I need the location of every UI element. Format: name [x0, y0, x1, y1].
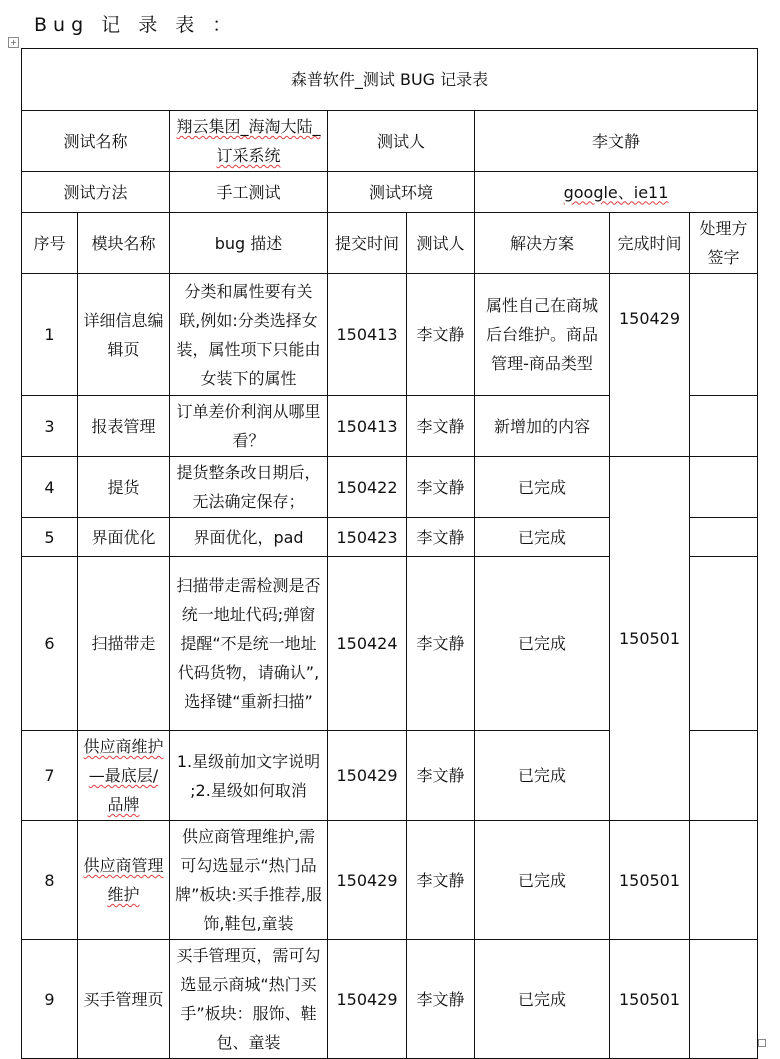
- row-signature: [690, 274, 758, 396]
- row-tester: 李文静: [407, 396, 475, 457]
- tester-label: 测试人: [328, 111, 475, 172]
- row-signature: [690, 457, 758, 518]
- row-module: 提货: [78, 457, 170, 518]
- row-no: 9: [22, 940, 78, 1059]
- row-module: 供应商维护—最底层/品牌: [78, 731, 170, 821]
- row-module: 供应商管理维护: [78, 821, 170, 940]
- row-tester: 李文静: [407, 940, 475, 1059]
- row-submit: 150413: [328, 396, 407, 457]
- table-title-row: [22, 49, 758, 111]
- row-signature: [690, 731, 758, 821]
- row-desc: 扫描带走需检测是否统一地址代码;弹窗提醒“不是统一地址代码货物，请确认”,选择键“重新扫描”: [170, 557, 328, 731]
- info-row-1: [22, 111, 758, 172]
- header-submit-time: 提交时间: [328, 213, 407, 274]
- row-desc: 提货整条改日期后，无法确定保存；: [170, 457, 328, 518]
- row-no: 4: [22, 457, 78, 518]
- row-submit: 150429: [328, 821, 407, 940]
- row-solution: 已完成: [475, 731, 610, 821]
- row-signature: [690, 396, 758, 457]
- row-solution: 已完成: [475, 518, 610, 557]
- header-signature: 处理方签字: [690, 213, 758, 274]
- row-submit: 150413: [328, 274, 407, 396]
- row-module: 报表管理: [78, 396, 170, 457]
- row-submit: 150429: [328, 940, 407, 1059]
- row-solution: 已完成: [475, 457, 610, 518]
- row-submit: 150429: [328, 731, 407, 821]
- row-desc: 1.星级前加文字说明 ;2.星级如何取消: [170, 731, 328, 821]
- row-signature: [690, 518, 758, 557]
- row-tester: 李文静: [407, 557, 475, 731]
- row-solution: 已完成: [475, 557, 610, 731]
- header-desc: bug 描述: [170, 213, 328, 274]
- tester-value: 李文静: [475, 111, 758, 172]
- env-value: google、ie11: [475, 172, 758, 213]
- row-module: 买手管理页: [78, 940, 170, 1059]
- row-no: 1: [22, 274, 78, 396]
- row-tester: 李文静: [407, 731, 475, 821]
- table-row: [22, 821, 758, 940]
- row-solution: 已完成: [475, 821, 610, 940]
- row-no: 7: [22, 731, 78, 821]
- header-tester: 测试人: [407, 213, 475, 274]
- column-header-row: [22, 213, 758, 274]
- row-signature: [690, 557, 758, 731]
- row-solution: 属性自己在商城后台维护。商品管理-商品类型: [475, 274, 610, 396]
- table-main-title: 森普软件_测试 BUG 记录表: [22, 49, 758, 111]
- row-signature: [690, 821, 758, 940]
- row-no: 3: [22, 396, 78, 457]
- row-tester: 李文静: [407, 457, 475, 518]
- row-tester: 李文静: [407, 821, 475, 940]
- row-tester: 李文静: [407, 518, 475, 557]
- header-complete-time: 完成时间: [610, 213, 690, 274]
- env-label: 测试环境: [328, 172, 475, 213]
- header-solution: 解决方案: [475, 213, 610, 274]
- row-signature: [690, 940, 758, 1059]
- table-resize-handle[interactable]: [758, 1039, 766, 1047]
- row-module: 详细信息编辑页: [78, 274, 170, 396]
- method-value: 手工测试: [170, 172, 328, 213]
- row-submit: 150422: [328, 457, 407, 518]
- row-submit: 150424: [328, 557, 407, 731]
- test-name-value: 翔云集团_海淘大陆_订采系统: [170, 111, 328, 172]
- row-desc: 界面优化，pad: [170, 518, 328, 557]
- test-name-label: 测试名称: [22, 111, 170, 172]
- row-no: 8: [22, 821, 78, 940]
- bug-record-table: [21, 48, 758, 1059]
- row-complete: 150501: [610, 821, 690, 940]
- row-desc: 买手管理页，需可勾选显示商城“热门买手”板块：服饰、鞋包、童装: [170, 940, 328, 1059]
- row-desc: 分类和属性要有关联,例如:分类选择女装，属性项下只能由女装下的属性: [170, 274, 328, 396]
- info-row-2: [22, 172, 758, 213]
- row-desc: 订单差价利润从哪里看？: [170, 396, 328, 457]
- table-row: [22, 274, 758, 396]
- row-no: 5: [22, 518, 78, 557]
- table-row: [22, 457, 758, 518]
- method-label: 测试方法: [22, 172, 170, 213]
- document-title: Bug 记 录 表 ：: [34, 14, 238, 36]
- complete-time-rows-4-7: 150501: [610, 457, 690, 821]
- row-complete: 150501: [610, 940, 690, 1059]
- row-module: 界面优化: [78, 518, 170, 557]
- row-solution: 新增加的内容: [475, 396, 610, 457]
- header-module: 模块名称: [78, 213, 170, 274]
- complete-time-rows-1-3: 150429: [610, 274, 690, 457]
- row-no: 6: [22, 557, 78, 731]
- row-submit: 150423: [328, 518, 407, 557]
- row-module: 扫描带走: [78, 557, 170, 731]
- table-move-handle-icon[interactable]: +: [8, 37, 19, 48]
- header-no: 序号: [22, 213, 78, 274]
- table-row: [22, 940, 758, 1059]
- row-solution: 已完成: [475, 940, 610, 1059]
- row-desc: 供应商管理维护,需可勾选显示“热门品牌”板块:买手推荐,服饰,鞋包,童装: [170, 821, 328, 940]
- row-tester: 李文静: [407, 274, 475, 396]
